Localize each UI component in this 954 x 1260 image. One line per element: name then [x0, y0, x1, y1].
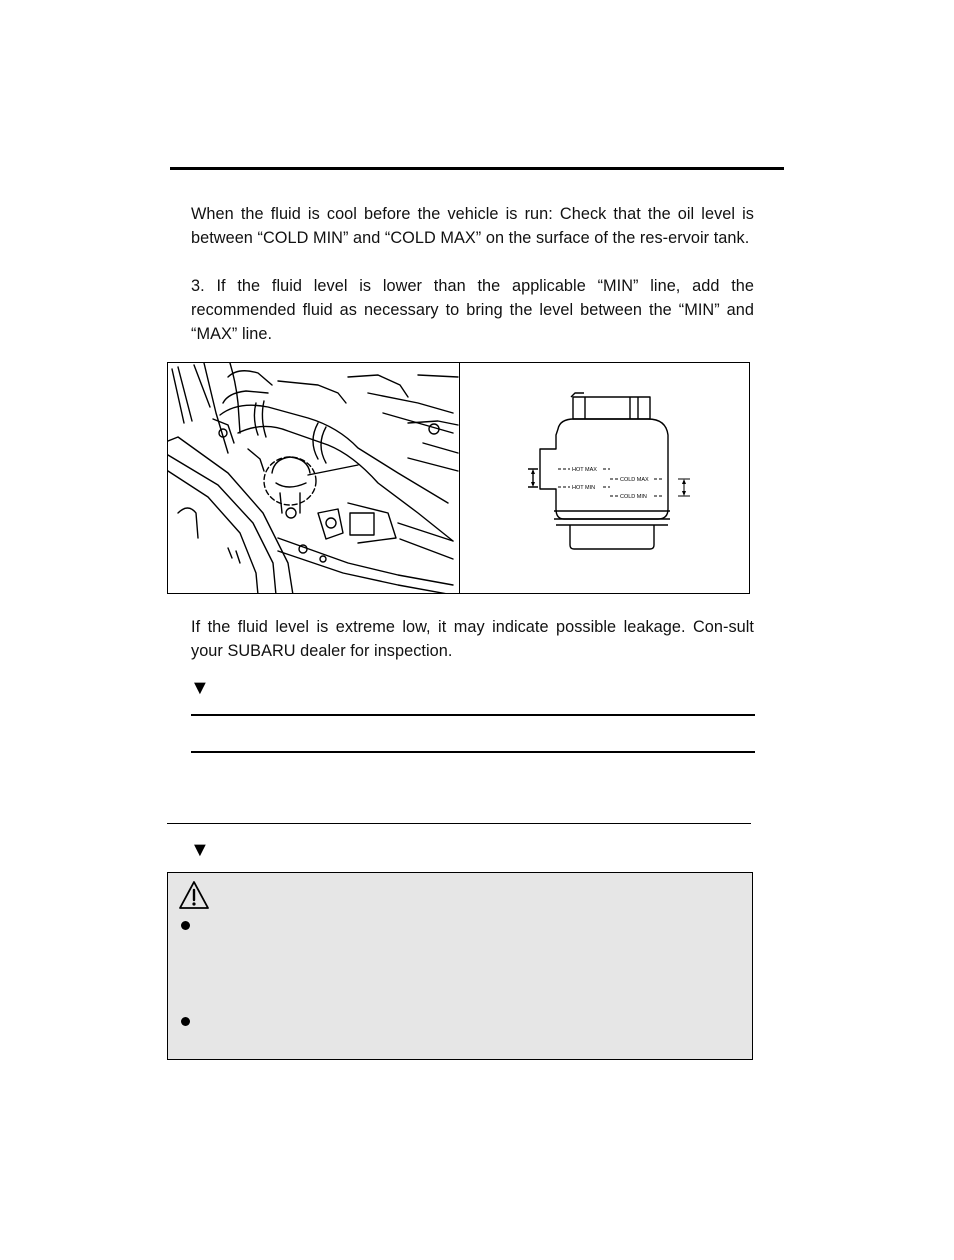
paragraph-cold-check: When the fluid is cool before the vehicle is run: Check that the oil level is between “COLD MIN” and “COLD MAX” on the surface of the res-ervoir tank. [191, 205, 754, 247]
warning-triangle-icon [178, 880, 210, 910]
paragraph-leakage: If the fluid level is extreme low, it may indicate possible leakage. Con-sult your SUBARU dealer for inspection. [191, 618, 754, 660]
paragraph-add-fluid: 3. If the fluid level is lower than the applicable “MIN” line, add the recommended fluid as necessary to bring the level between the “MIN” and “MAX” line. [191, 277, 754, 343]
warning-box [167, 872, 753, 1060]
section-rule-upper [191, 714, 755, 716]
bullet-dot-icon [181, 1017, 190, 1026]
cold-max-label: COLD MAX [620, 477, 649, 483]
section-divider [167, 823, 751, 824]
hot-min-label: HOT MIN [572, 485, 596, 491]
bullet-dot-icon [181, 921, 190, 930]
engine-bay-illustration [168, 363, 459, 594]
triangle-down-icon: ▼ [190, 839, 210, 861]
section-rule-lower [191, 751, 755, 753]
hot-max-label: HOT MAX [572, 467, 597, 473]
reservoir-tank-diagram [460, 363, 750, 594]
header-rule [170, 167, 784, 170]
cold-min-label: COLD MIN [620, 494, 647, 500]
reservoir-figure [167, 362, 750, 594]
triangle-down-icon: ▼ [190, 677, 210, 699]
